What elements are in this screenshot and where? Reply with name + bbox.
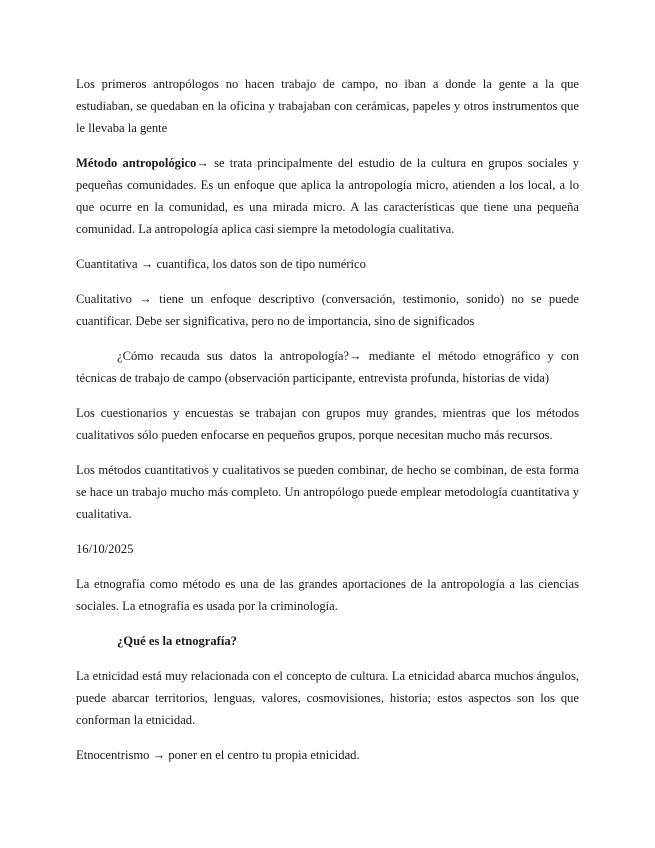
term-metodo-antropologico: Método antropológico bbox=[76, 156, 197, 170]
paragraph-data-collection: ¿Cómo recauda sus datos la antropología?→ mediante el método etnográfico y con técnicas de trabajo de campo (observación participante, entrevista profunda, historias de vida) bbox=[76, 349, 579, 385]
paragraph-anthropological-method bbox=[76, 152, 579, 240]
paragraph-questionnaires: Los cuestionarios y encuestas se trabajan con grupos muy grandes, mientras que los métodos cualitativos sólo pueden enfocarse en pequeños grupos, porque necesitan mucho más recursos. bbox=[76, 406, 579, 442]
paragraph-ethnocentrism: Etnocentrismo → poner en el centro tu propia etnicidad. bbox=[76, 748, 360, 762]
date-line: 16/10/2025 bbox=[76, 542, 134, 556]
paragraph-ethnography: La etnografía como método es una de las grandes aportaciones de la antropología a las ciencias sociales. La etnografía es usada por la criminología. bbox=[76, 577, 579, 613]
paragraph-first-anthropologists: Los primeros antropólogos no hacen trabajo de campo, no iban a donde la gente a la que estudiaban, se quedaban en la oficina y trabajaban con cerámicas, papeles y otros instrumentos que le llevaba la gente bbox=[76, 77, 579, 135]
section-heading-ethnography: ¿Qué es la etnografía? bbox=[117, 634, 237, 648]
paragraph-ethnicity: La etnicidad está muy relacionada con el concepto de cultura. La etnicidad abarca muchos ángulos, puede abarcar territorios, lenguas, valores, cosmovisiones, historia; estos aspectos son los que conforman la etnicidad. bbox=[76, 669, 579, 727]
paragraph-combined-methods: Los métodos cuantitativos y cualitativos se pueden combinar, de hecho se combinan, de esta forma se hace un trabajo mucho más completo. Un antropólogo puede emplear metodología cuantitativa y cualitativa. bbox=[76, 463, 579, 521]
definition-metodo-antropologico: → se trata principalmente del estudio de la cultura en grupos sociales y pequeñas comunidades. Es un enfoque que aplica la antropología micro, atienden a los local, a lo que ocurre en la comunidad, es una mirada micro. A las características que tiene una pequeña comunidad. La antropología aplica casi siempre la metodología cualitativa. bbox=[76, 156, 579, 236]
paragraph-quantitative: Cuantitativa → cuantifica, los datos son de tipo numérico bbox=[76, 257, 366, 271]
paragraph-qualitative: Cualitativo → tiene un enfoque descriptivo (conversación, testimonio, sonido) no se puede cuantificar. Debe ser significativa, pero no de importancia, sino de significados bbox=[76, 292, 579, 328]
